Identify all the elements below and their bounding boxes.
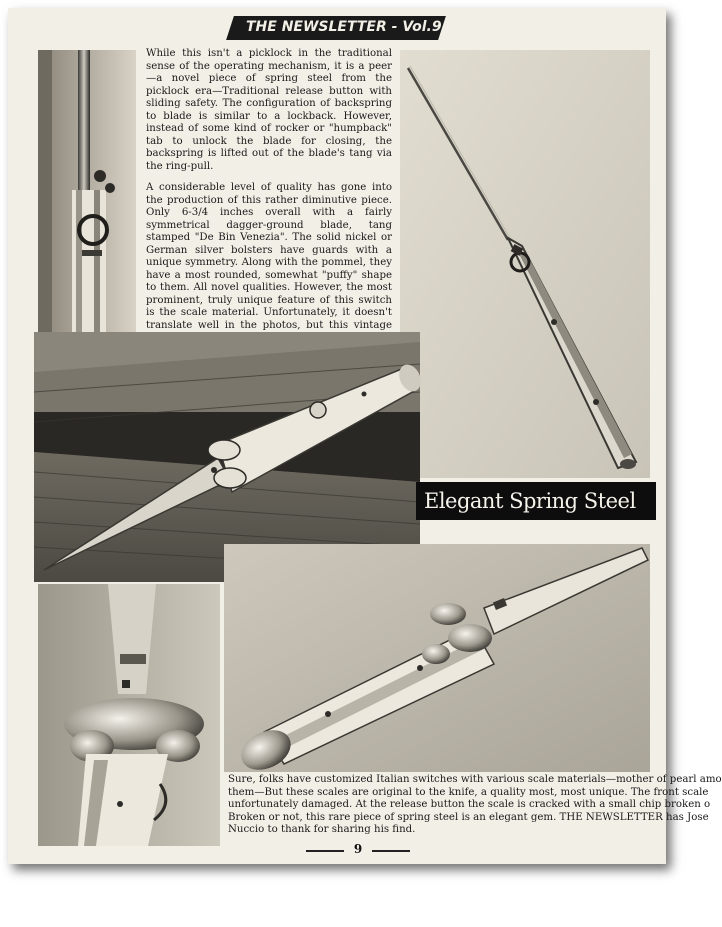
newsletter-page <box>8 8 722 864</box>
photo-knife-on-fabric <box>224 544 650 772</box>
folio-rule-right <box>372 850 410 852</box>
page-folio <box>298 844 418 858</box>
article-paragraph-2: A considerable level of quality has gone into the production of this rather diminutive piece. Only 6-3/4 inches overall with a fairly symmetrical dagger-ground blade, tang stamped "De Bin Venezia". The solid nickel or German silver bolsters have guards with a unique symmetry. Along with the pommel, they have a most rounded, somewhat "puffy" shape to them. All novel qualities. However, the most prominent, truly unique feature of this switch is the scale material. Unfortunately, it doesn't translate well in the photos, but this vintage <box>146 182 392 331</box>
photo-bolster-closeup-image <box>38 584 220 846</box>
photo-knife-on-fabric-image <box>224 544 650 772</box>
photo-bolster-closeup <box>38 584 220 846</box>
page-number: 9 <box>353 842 363 856</box>
article-text <box>146 48 392 366</box>
caption-line: Sure, folks have customized Italian switches with various scale materials—mother of pearl amo <box>228 774 722 785</box>
caption-line: Nuccio to thank for sharing his find. <box>228 824 416 836</box>
photo-caption <box>228 774 722 837</box>
caption-line: Broken or not, this rare piece of spring steel is an elegant gem. THE NEWSLETTER has Jose <box>228 811 709 823</box>
newsletter-header <box>230 16 483 42</box>
section-banner: Elegant Spring Steel <box>416 482 656 520</box>
photo-knife-diagonal-image <box>400 50 650 478</box>
article-paragraph-1: While this isn't a picklock in the traditional sense of the operating mechanism, it is a peer—a novel piece of spring steel from the picklock era—Traditional release button with sliding safety. The configuration of backspring to blade is similar to a lockback. However, instead of some kind of rocker or "humpback" tab to unlock the blade for closing, the backspring is lifted out of the blade's tang via the ring-pull. <box>146 48 392 172</box>
photo-knife-diagonal <box>400 50 650 478</box>
photo-ring-pull-image <box>38 50 136 350</box>
caption-line: unfortunately damaged. At the release button the scale is cracked with a small chip broken o <box>228 799 711 811</box>
photo-ring-pull-closeup <box>38 50 136 350</box>
header-title: THE NEWSLETTER - Vol.9 No.2 <box>246 19 483 35</box>
caption-line: them—But these scales are original to the knife, a quality most, most unique. The front scale <box>228 786 709 798</box>
folio-rule-left <box>306 850 344 852</box>
